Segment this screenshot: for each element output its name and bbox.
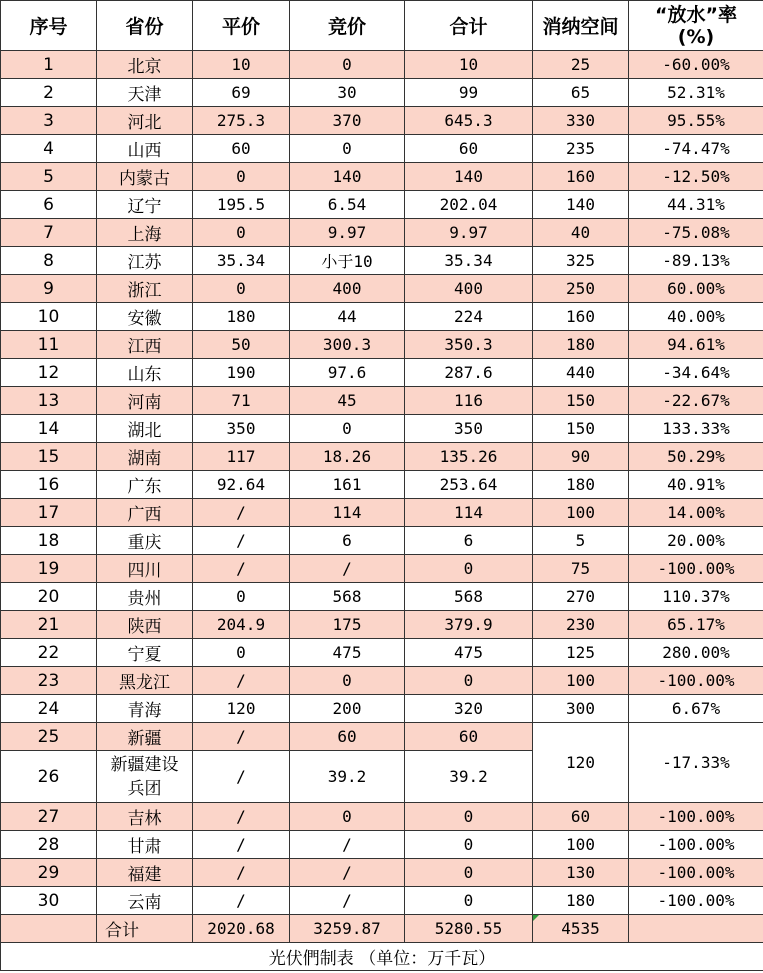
cell-no: 25	[1, 723, 97, 751]
cell-bid: 300.3	[290, 331, 405, 359]
cell-flat: 71	[193, 387, 290, 415]
table-row	[1, 555, 763, 583]
cell-sum: 60	[405, 723, 533, 751]
cell-no: 19	[1, 555, 97, 583]
cell-capacity: 60	[533, 803, 629, 831]
cell-rate: 95.55%	[629, 107, 763, 135]
cell-flat: 180	[193, 303, 290, 331]
cell-capacity: 440	[533, 359, 629, 387]
cell-no: 12	[1, 359, 97, 387]
cell-capacity: 180	[533, 331, 629, 359]
header-rate	[629, 1, 763, 51]
cell-capacity: 125	[533, 639, 629, 667]
cell-province: 河南	[97, 387, 193, 415]
cell-flat: 0	[193, 219, 290, 247]
cell-no: 26	[1, 751, 97, 803]
cell-rate: -89.13%	[629, 247, 763, 275]
cell-flat: /	[193, 803, 290, 831]
table-row	[1, 51, 763, 79]
cell-capacity: 100	[533, 831, 629, 859]
cell-province: 山西	[97, 135, 193, 163]
cell-bid: 60	[290, 723, 405, 751]
cell-capacity: 150	[533, 415, 629, 443]
cell-no: 23	[1, 667, 97, 695]
cell-capacity: 90	[533, 443, 629, 471]
header-no: 序号	[1, 1, 97, 51]
cell-capacity: 180	[533, 471, 629, 499]
cell-capacity: 270	[533, 583, 629, 611]
cell-no: 22	[1, 639, 97, 667]
table-row	[1, 191, 763, 219]
table-row	[1, 163, 763, 191]
cell-flat: 69	[193, 79, 290, 107]
cell-no: 3	[1, 107, 97, 135]
cell-flat: 275.3	[193, 107, 290, 135]
cell-flat: /	[193, 751, 290, 803]
total-row	[1, 915, 763, 943]
table-row	[1, 275, 763, 303]
cell-no: 17	[1, 499, 97, 527]
cell-capacity: 100	[533, 499, 629, 527]
cell-sum: 475	[405, 639, 533, 667]
table-row	[1, 219, 763, 247]
table-footer-section	[1, 915, 763, 971]
header-row	[1, 1, 763, 51]
cell-sum: 202.04	[405, 191, 533, 219]
cell-rate: -100.00%	[629, 667, 763, 695]
cell-sum: 9.97	[405, 219, 533, 247]
cell-no: 28	[1, 831, 97, 859]
cell-bid: /	[290, 887, 405, 915]
table-row	[1, 723, 763, 751]
total-bid: 3259.87	[290, 915, 405, 943]
cell-bid: 400	[290, 275, 405, 303]
table-row	[1, 135, 763, 163]
cell-province: 四川	[97, 555, 193, 583]
table-row	[1, 527, 763, 555]
cell-rate: 50.29%	[629, 443, 763, 471]
table-row	[1, 303, 763, 331]
cell-flat: 0	[193, 275, 290, 303]
cell-no: 16	[1, 471, 97, 499]
cell-province	[97, 751, 193, 803]
cell-flat: 10	[193, 51, 290, 79]
cell-sum: 35.34	[405, 247, 533, 275]
cell-province: 云南	[97, 887, 193, 915]
table-row	[1, 247, 763, 275]
cell-no: 21	[1, 611, 97, 639]
cell-sum: 0	[405, 831, 533, 859]
cell-no: 5	[1, 163, 97, 191]
cell-rate: 40.91%	[629, 471, 763, 499]
cell-capacity: 130	[533, 859, 629, 887]
cell-sum: 350	[405, 415, 533, 443]
cell-bid: 45	[290, 387, 405, 415]
cell-flat: 50	[193, 331, 290, 359]
cell-rate: 133.33%	[629, 415, 763, 443]
cell-sum: 60	[405, 135, 533, 163]
cell-rate: 280.00%	[629, 639, 763, 667]
cell-rate: -60.00%	[629, 51, 763, 79]
cell-rate: -100.00%	[629, 831, 763, 859]
cell-capacity: 140	[533, 191, 629, 219]
cell-rate: -22.67%	[629, 387, 763, 415]
cell-bid: /	[290, 555, 405, 583]
cell-province: 陕西	[97, 611, 193, 639]
cell-sum: 253.64	[405, 471, 533, 499]
cell-flat: 190	[193, 359, 290, 387]
cell-capacity: 40	[533, 219, 629, 247]
cell-sum: 116	[405, 387, 533, 415]
cell-rate: 65.17%	[629, 611, 763, 639]
cell-capacity: 235	[533, 135, 629, 163]
cell-province: 吉林	[97, 803, 193, 831]
cell-no: 20	[1, 583, 97, 611]
cell-flat: /	[193, 667, 290, 695]
total-flat: 2020.68	[193, 915, 290, 943]
cell-rate: 52.31%	[629, 79, 763, 107]
cell-flat: 0	[193, 163, 290, 191]
cell-bid: 0	[290, 803, 405, 831]
cell-capacity: 160	[533, 163, 629, 191]
cell-no: 13	[1, 387, 97, 415]
cell-bid: 475	[290, 639, 405, 667]
cell-rate: 40.00%	[629, 303, 763, 331]
cell-rate: -100.00%	[629, 555, 763, 583]
cell-flat: /	[193, 859, 290, 887]
table-row	[1, 471, 763, 499]
cell-bid: 0	[290, 135, 405, 163]
cell-bid: 18.26	[290, 443, 405, 471]
table-row	[1, 107, 763, 135]
cell-no: 27	[1, 803, 97, 831]
cell-capacity: 250	[533, 275, 629, 303]
cell-flat: 350	[193, 415, 290, 443]
cell-no: 9	[1, 275, 97, 303]
cell-no: 2	[1, 79, 97, 107]
cell-rate: 6.67%	[629, 695, 763, 723]
footer-note: 光伏們制表 （单位：万千瓦）	[1, 943, 763, 971]
header-bid-price: 竞价	[290, 1, 405, 51]
cell-rate: -100.00%	[629, 803, 763, 831]
header-rate-line1: “放水”率	[655, 3, 737, 26]
cell-flat: 0	[193, 583, 290, 611]
table-row	[1, 359, 763, 387]
cell-flat: /	[193, 499, 290, 527]
cell-no: 14	[1, 415, 97, 443]
cell-rate: 44.31%	[629, 191, 763, 219]
table-body-merged	[1, 723, 763, 803]
table-row	[1, 499, 763, 527]
cell-province: 上海	[97, 219, 193, 247]
cell-flat: 35.34	[193, 247, 290, 275]
cell-province: 北京	[97, 51, 193, 79]
table-row	[1, 387, 763, 415]
total-capacity	[533, 915, 629, 943]
header-capacity: 消纳空间	[533, 1, 629, 51]
cell-sum: 0	[405, 887, 533, 915]
cell-rate: -34.64%	[629, 359, 763, 387]
cell-no: 30	[1, 887, 97, 915]
cell-sum: 224	[405, 303, 533, 331]
table-row	[1, 695, 763, 723]
cell-province: 江西	[97, 331, 193, 359]
cell-province: 广西	[97, 499, 193, 527]
table-row	[1, 803, 763, 831]
total-blank	[1, 915, 97, 943]
cell-flat: 92.64	[193, 471, 290, 499]
cell-sum: 645.3	[405, 107, 533, 135]
cell-province: 新疆	[97, 723, 193, 751]
cell-bid: 568	[290, 583, 405, 611]
cell-bid: 175	[290, 611, 405, 639]
cell-capacity: 25	[533, 51, 629, 79]
cell-sum: 0	[405, 667, 533, 695]
cell-bid: 140	[290, 163, 405, 191]
cell-no: 11	[1, 331, 97, 359]
cell-bid: 9.97	[290, 219, 405, 247]
table-body-tail	[1, 803, 763, 915]
header-rate-line2: (%)	[677, 25, 715, 48]
cell-rate: -12.50%	[629, 163, 763, 191]
header-province: 省份	[97, 1, 193, 51]
cell-rate: 94.61%	[629, 331, 763, 359]
cell-bid: 0	[290, 51, 405, 79]
cell-no: 10	[1, 303, 97, 331]
cell-capacity: 160	[533, 303, 629, 331]
cell-province: 广东	[97, 471, 193, 499]
cell-flat: 204.9	[193, 611, 290, 639]
cell-province: 宁夏	[97, 639, 193, 667]
cell-no: 24	[1, 695, 97, 723]
cell-province: 河北	[97, 107, 193, 135]
cell-flat: /	[193, 723, 290, 751]
cell-capacity: 75	[533, 555, 629, 583]
cell-bid: /	[290, 831, 405, 859]
cell-bid: 30	[290, 79, 405, 107]
cell-rate: 20.00%	[629, 527, 763, 555]
cell-province-line1: 新疆建设	[110, 754, 179, 775]
cell-bid: 114	[290, 499, 405, 527]
cell-rate: -75.08%	[629, 219, 763, 247]
cell-flat: 0	[193, 639, 290, 667]
cell-no: 7	[1, 219, 97, 247]
cell-province-line2: 兵团	[127, 778, 162, 799]
cell-bid: 161	[290, 471, 405, 499]
cell-sum: 568	[405, 583, 533, 611]
cell-sum: 135.26	[405, 443, 533, 471]
comment-marker-icon	[533, 915, 539, 921]
cell-bid: 0	[290, 667, 405, 695]
cell-capacity: 150	[533, 387, 629, 415]
cell-sum: 320	[405, 695, 533, 723]
cell-sum: 287.6	[405, 359, 533, 387]
table-row	[1, 639, 763, 667]
cell-sum: 10	[405, 51, 533, 79]
cell-rate: 60.00%	[629, 275, 763, 303]
table-row	[1, 415, 763, 443]
cell-flat: /	[193, 831, 290, 859]
cell-rate: -100.00%	[629, 887, 763, 915]
total-capacity-value: 4535	[561, 919, 600, 938]
cell-rate: 110.37%	[629, 583, 763, 611]
cell-province: 山东	[97, 359, 193, 387]
cell-province: 贵州	[97, 583, 193, 611]
cell-rate: 14.00%	[629, 499, 763, 527]
cell-province: 浙江	[97, 275, 193, 303]
cell-flat: 60	[193, 135, 290, 163]
cell-flat: 195.5	[193, 191, 290, 219]
table-row	[1, 583, 763, 611]
cell-province: 重庆	[97, 527, 193, 555]
cell-province: 青海	[97, 695, 193, 723]
cell-sum: 350.3	[405, 331, 533, 359]
cell-capacity: 100	[533, 667, 629, 695]
cell-sum: 400	[405, 275, 533, 303]
cell-bid: 0	[290, 415, 405, 443]
cell-sum: 6	[405, 527, 533, 555]
cell-bid: /	[290, 859, 405, 887]
cell-sum: 39.2	[405, 751, 533, 803]
cell-no: 4	[1, 135, 97, 163]
table-body	[1, 51, 763, 723]
table-row	[1, 887, 763, 915]
total-label: 合计	[97, 915, 193, 943]
cell-sum: 99	[405, 79, 533, 107]
cell-capacity: 230	[533, 611, 629, 639]
cell-no: 1	[1, 51, 97, 79]
cell-province: 辽宁	[97, 191, 193, 219]
cell-province: 江苏	[97, 247, 193, 275]
cell-rate-merged: -17.33%	[629, 723, 763, 803]
table-row	[1, 667, 763, 695]
cell-capacity-merged: 120	[533, 723, 629, 803]
cell-sum: 0	[405, 555, 533, 583]
cell-sum: 379.9	[405, 611, 533, 639]
cell-province: 内蒙古	[97, 163, 193, 191]
cell-bid: 小于10	[290, 247, 405, 275]
cell-bid: 200	[290, 695, 405, 723]
total-sum: 5280.55	[405, 915, 533, 943]
cell-bid: 6	[290, 527, 405, 555]
cell-flat: 120	[193, 695, 290, 723]
cell-province: 安徽	[97, 303, 193, 331]
total-rate	[629, 915, 763, 943]
cell-no: 29	[1, 859, 97, 887]
header-sum: 合计	[405, 1, 533, 51]
cell-capacity: 330	[533, 107, 629, 135]
cell-bid: 97.6	[290, 359, 405, 387]
cell-no: 6	[1, 191, 97, 219]
cell-rate: -100.00%	[629, 859, 763, 887]
table-row	[1, 331, 763, 359]
table-row	[1, 79, 763, 107]
cell-bid: 44	[290, 303, 405, 331]
table-row	[1, 443, 763, 471]
cell-province: 福建	[97, 859, 193, 887]
cell-bid: 6.54	[290, 191, 405, 219]
cell-sum: 140	[405, 163, 533, 191]
cell-province: 黑龙江	[97, 667, 193, 695]
cell-bid: 370	[290, 107, 405, 135]
cell-capacity: 325	[533, 247, 629, 275]
cell-province: 甘肃	[97, 831, 193, 859]
cell-no: 15	[1, 443, 97, 471]
cell-province: 湖北	[97, 415, 193, 443]
cell-no: 18	[1, 527, 97, 555]
cell-capacity: 65	[533, 79, 629, 107]
cell-rate: -74.47%	[629, 135, 763, 163]
cell-bid: 39.2	[290, 751, 405, 803]
cell-no: 8	[1, 247, 97, 275]
cell-sum: 114	[405, 499, 533, 527]
cell-capacity: 300	[533, 695, 629, 723]
cell-flat: 117	[193, 443, 290, 471]
header-flat-price: 平价	[193, 1, 290, 51]
cell-flat: /	[193, 527, 290, 555]
table-row	[1, 859, 763, 887]
cell-sum: 0	[405, 859, 533, 887]
cell-sum: 0	[405, 803, 533, 831]
cell-capacity: 180	[533, 887, 629, 915]
footer-row	[1, 943, 763, 971]
table-row	[1, 611, 763, 639]
cell-flat: /	[193, 887, 290, 915]
cell-capacity: 5	[533, 527, 629, 555]
table-row	[1, 831, 763, 859]
cell-province: 天津	[97, 79, 193, 107]
cell-flat: /	[193, 555, 290, 583]
cell-province: 湖南	[97, 443, 193, 471]
